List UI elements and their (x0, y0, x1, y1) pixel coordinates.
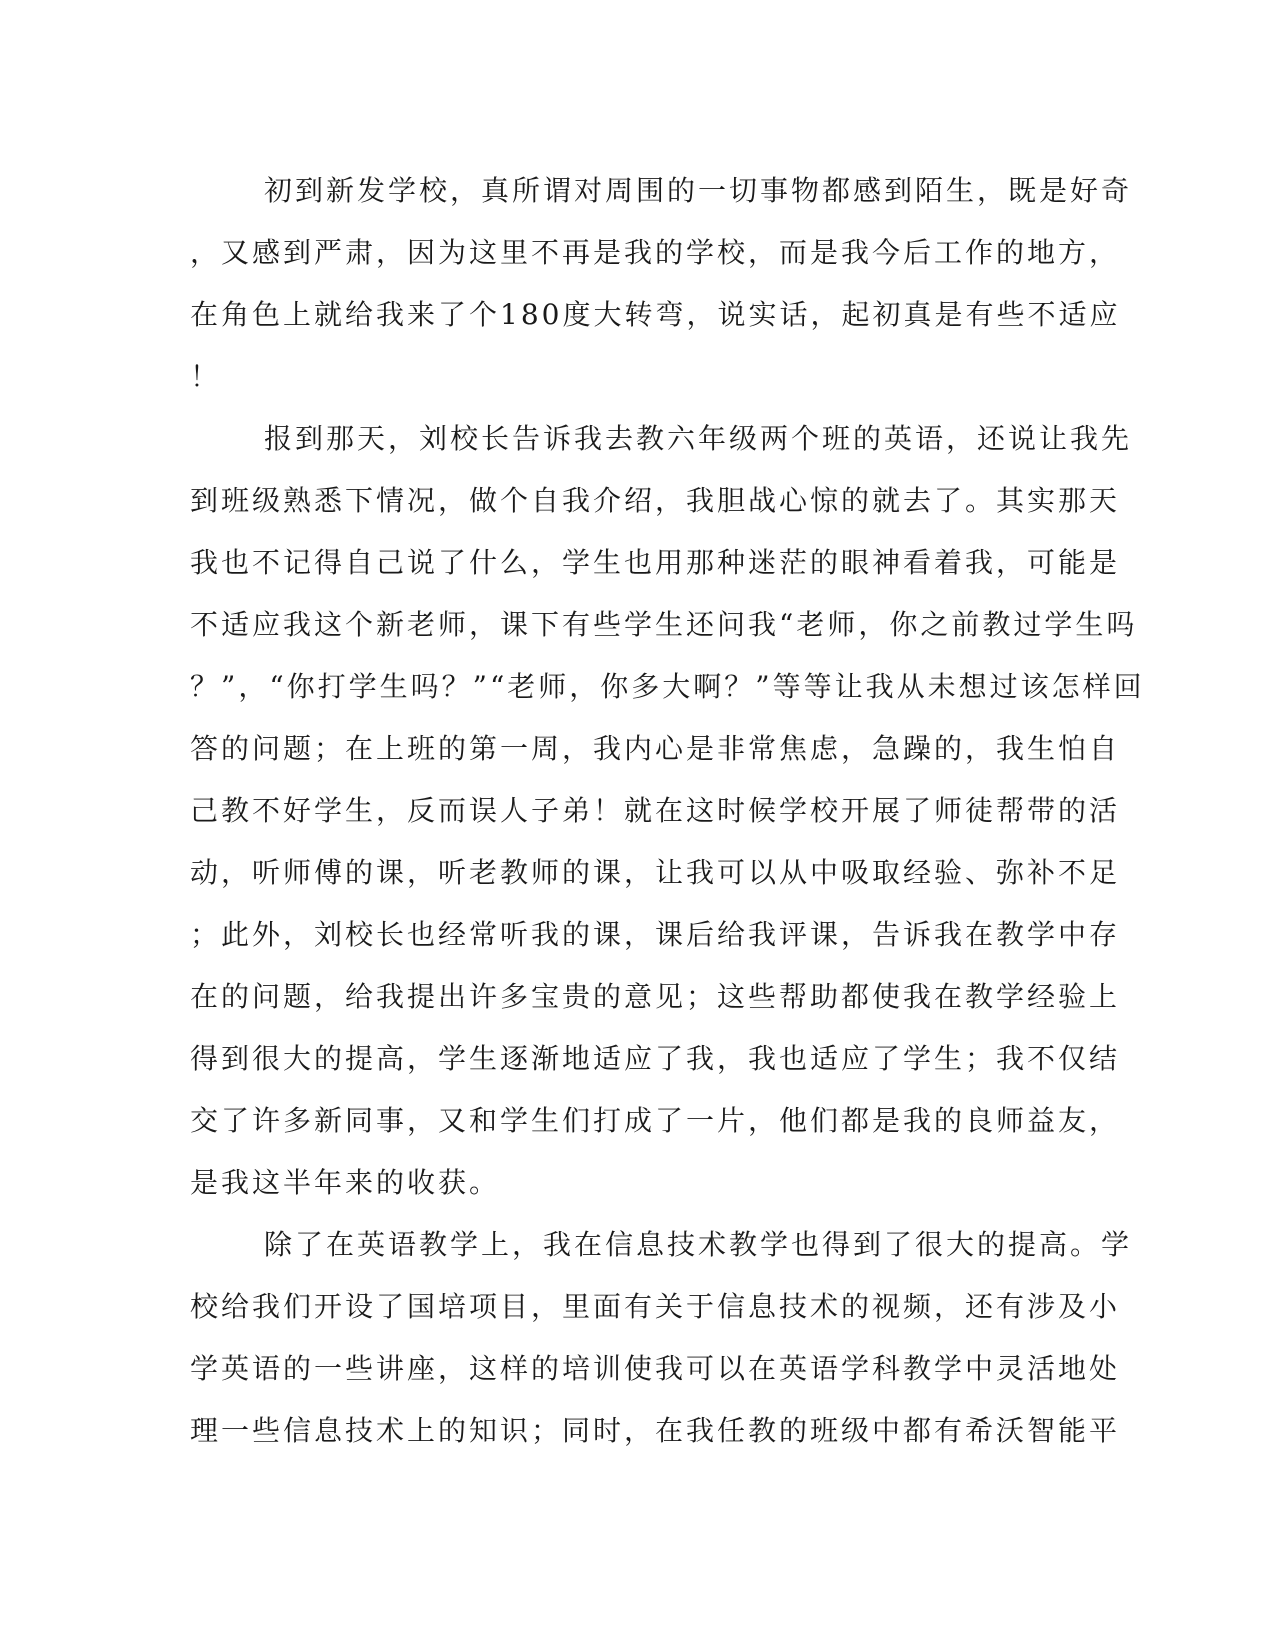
text-line: 理一些信息技术上的知识；同时，在我任教的班级中都有希沃智能平 (190, 1414, 1121, 1447)
text-line: 动，听师傅的课，听老教师的课，让我可以从中吸取经验、弥补不足 (190, 856, 1121, 889)
text-line: 到班级熟悉下情况，做个自我介绍，我胆战心惊的就去了。其实那天 (190, 484, 1121, 517)
text-line: 初到新发学校，真所谓对周围的一切事物都感到陌生，既是好奇 (264, 174, 1133, 207)
text-line: ；此外，刘校长也经常听我的课，课后给我评课，告诉我在教学中存 (190, 918, 1121, 951)
text-line: 学英语的一些讲座，这样的培训使我可以在英语学科教学中灵活地处 (190, 1352, 1121, 1385)
text-line: 不适应我这个新老师，课下有些学生还问我“老师，你之前教过学生吗 (190, 608, 1138, 641)
text-line: 在角色上就给我来了个180度大转弯，说实话，起初真是有些不适应 (190, 298, 1121, 331)
document-body (190, 160, 1145, 1462)
text-line: ？”，“你打学生吗？”“老师，你多大啊？”等等让我从未想过该怎样回 (190, 670, 1145, 703)
text-line: 校给我们开设了国培项目，里面有关于信息技术的视频，还有涉及小 (190, 1290, 1121, 1323)
text-line: 我也不记得自己说了什么，学生也用那种迷茫的眼神看着我，可能是 (190, 546, 1121, 579)
text-line: 交了许多新同事，又和学生们打成了一片，他们都是我的良师益友， (190, 1104, 1121, 1137)
text-line: 除了在英语教学上，我在信息技术教学也得到了很大的提高。学 (264, 1228, 1133, 1261)
text-line: ，又感到严肃，因为这里不再是我的学校，而是我今后工作的地方， (190, 236, 1121, 269)
text-line: 是我这半年来的收获。 (190, 1166, 501, 1199)
text-line: 得到很大的提高，学生逐渐地适应了我，我也适应了学生；我不仅结 (190, 1042, 1121, 1075)
text-line: 在的问题，给我提出许多宝贵的意见；这些帮助都使我在教学经验上 (190, 980, 1121, 1013)
text-line: 报到那天，刘校长告诉我去教六年级两个班的英语，还说让我先 (264, 422, 1133, 455)
text-line: 己教不好学生，反而误人子弟！就在这时候学校开展了师徒帮带的活 (190, 794, 1121, 827)
text-line: ！ (190, 360, 222, 393)
text-line: 答的问题；在上班的第一周，我内心是非常焦虑，急躁的，我生怕自 (190, 732, 1121, 765)
